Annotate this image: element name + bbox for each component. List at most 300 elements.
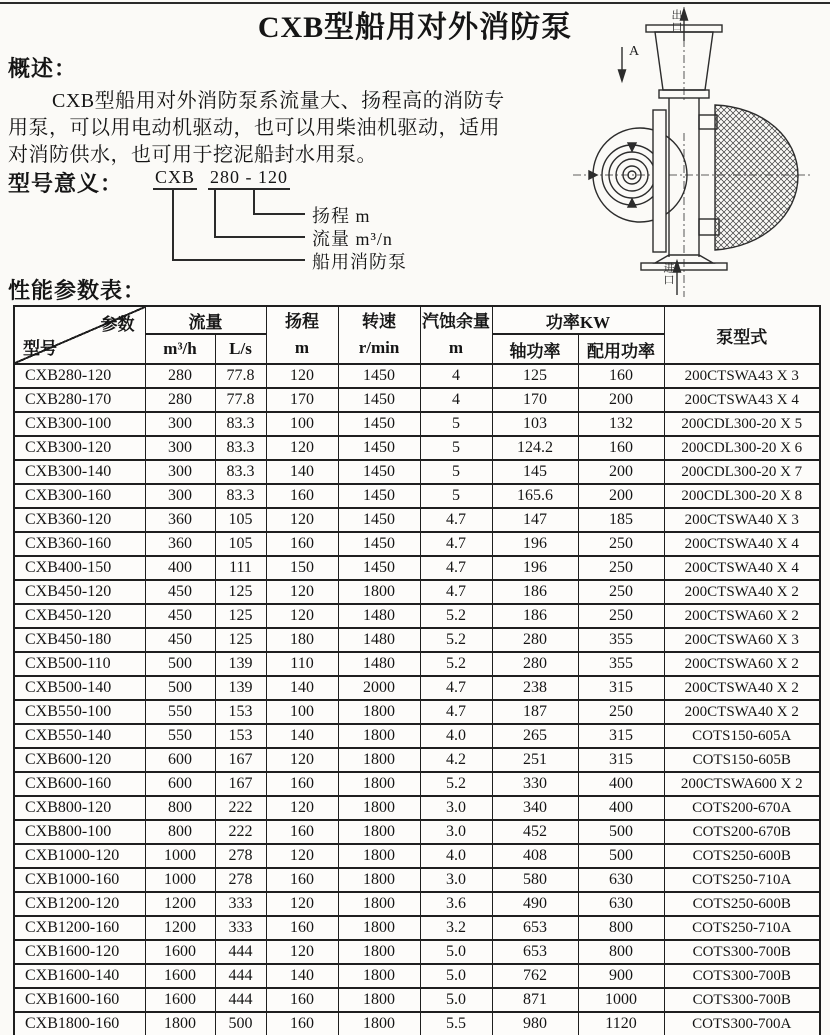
value-cell: 5 <box>420 436 492 460</box>
value-cell: 4 <box>420 364 492 388</box>
value-cell: 280 <box>145 388 215 412</box>
overview-line: 用泵，可以用电动机驱动，也可以用柴油机驱动，适用 <box>8 117 500 139</box>
model-cell: CXB500-140 <box>14 676 145 700</box>
value-cell: 1800 <box>338 580 420 604</box>
value-cell: 1000 <box>578 988 664 1012</box>
value-cell: 5 <box>420 412 492 436</box>
value-cell: 160 <box>266 1012 338 1035</box>
overview-line: 对消防供水，也可用于挖泥船封水用泵。 <box>8 144 377 166</box>
branch-line <box>172 259 305 261</box>
value-cell: 315 <box>578 748 664 772</box>
value-cell: 4.7 <box>420 556 492 580</box>
pump-type-cell: 200CTSWA40 X 4 <box>664 532 820 556</box>
col-header-pump-type: 泵型式 <box>664 306 820 364</box>
value-cell: 444 <box>215 940 266 964</box>
pump-type-cell: 200CTSWA40 X 2 <box>664 676 820 700</box>
pump-type-cell: 200CTSWA60 X 3 <box>664 628 820 652</box>
model-cell: CXB360-160 <box>14 532 145 556</box>
branch-label-flow: 流量 m³/n <box>312 229 393 249</box>
value-cell: 83.3 <box>215 436 266 460</box>
value-cell: 4.7 <box>420 700 492 724</box>
value-cell: 4.0 <box>420 724 492 748</box>
value-cell: 500 <box>578 844 664 868</box>
value-cell: 120 <box>266 508 338 532</box>
model-cell: CXB450-180 <box>14 628 145 652</box>
value-cell: 762 <box>492 964 578 988</box>
pump-type-cell: COTS250-600B <box>664 892 820 916</box>
branch-line <box>172 189 174 260</box>
value-cell: 4 <box>420 388 492 412</box>
table-row <box>14 364 820 388</box>
value-cell: 871 <box>492 988 578 1012</box>
branch-line <box>214 189 216 237</box>
model-cell: CXB450-120 <box>14 580 145 604</box>
value-cell: 120 <box>266 748 338 772</box>
value-cell: 278 <box>215 844 266 868</box>
value-cell: 200 <box>578 388 664 412</box>
value-cell: 250 <box>578 532 664 556</box>
value-cell: 140 <box>266 964 338 988</box>
table-row <box>14 676 820 700</box>
overview-line: CXB型船用对外消防泵系流量大、扬程高的消防专 <box>52 90 505 112</box>
value-cell: 153 <box>215 724 266 748</box>
value-cell: 160 <box>266 532 338 556</box>
col-header-head-label: 扬程 <box>285 312 319 331</box>
model-cell: CXB1800-160 <box>14 1012 145 1035</box>
value-cell: 1450 <box>338 364 420 388</box>
value-cell: 103 <box>492 412 578 436</box>
pump-drawing <box>565 5 830 300</box>
pump-type-cell: 200CTSWA40 X 4 <box>664 556 820 580</box>
page-title: CXB型船用对外消防泵 <box>257 11 573 44</box>
table-row <box>14 748 820 772</box>
value-cell: 360 <box>145 532 215 556</box>
value-cell: 222 <box>215 820 266 844</box>
pump-type-cell: COTS250-710A <box>664 868 820 892</box>
value-cell: 120 <box>266 940 338 964</box>
pump-type-cell: 200CDL300-20 X 8 <box>664 484 820 508</box>
pump-type-cell: COTS200-670B <box>664 820 820 844</box>
value-cell: 444 <box>215 964 266 988</box>
value-cell: 77.8 <box>215 388 266 412</box>
value-cell: 1800 <box>338 772 420 796</box>
value-cell: 1480 <box>338 628 420 652</box>
value-cell: 4.7 <box>420 580 492 604</box>
value-cell: 120 <box>266 844 338 868</box>
table-row <box>14 796 820 820</box>
value-cell: 300 <box>145 460 215 484</box>
table-row <box>14 868 820 892</box>
value-cell: 120 <box>266 436 338 460</box>
value-cell: 444 <box>215 988 266 1012</box>
model-cell: CXB800-120 <box>14 796 145 820</box>
value-cell: 278 <box>215 868 266 892</box>
corner-cell <box>14 306 145 364</box>
pump-type-cell: COTS300-700B <box>664 940 820 964</box>
overview-heading: 概述： <box>8 56 78 81</box>
col-header-shaft-power: 轴功率 <box>492 334 578 364</box>
model-code-prefix: CXB <box>153 167 197 190</box>
model-code-suffix: 280 - 120 <box>208 167 290 190</box>
model-cell: CXB1000-120 <box>14 844 145 868</box>
value-cell: 550 <box>145 700 215 724</box>
pump-type-cell: COTS300-700B <box>664 964 820 988</box>
value-cell: 150 <box>266 556 338 580</box>
table-heading: 性能参数表： <box>8 278 147 303</box>
table-row <box>14 964 820 988</box>
table-row <box>14 1012 820 1035</box>
value-cell: 1800 <box>338 892 420 916</box>
corner-label-parameter: 参数 <box>100 315 135 334</box>
outlet-label: 出口 <box>670 9 682 33</box>
pump-type-cell: 200CTSWA60 X 2 <box>664 652 820 676</box>
table-row <box>14 772 820 796</box>
model-cell: CXB300-100 <box>14 412 145 436</box>
value-cell: 800 <box>578 940 664 964</box>
value-cell: 580 <box>492 868 578 892</box>
value-cell: 83.3 <box>215 412 266 436</box>
pump-type-cell: 200CTSWA600 X 2 <box>664 772 820 796</box>
value-cell: 5.0 <box>420 964 492 988</box>
value-cell: 147 <box>492 508 578 532</box>
table-row <box>14 412 820 436</box>
table-row <box>14 388 820 412</box>
value-cell: 167 <box>215 772 266 796</box>
table-row <box>14 820 820 844</box>
model-cell: CXB360-120 <box>14 508 145 532</box>
col-header-flow-ls: L/s <box>215 334 266 364</box>
pump-type-cell: 200CTSWA40 X 2 <box>664 580 820 604</box>
value-cell: 2000 <box>338 676 420 700</box>
value-cell: 300 <box>145 436 215 460</box>
value-cell: 315 <box>578 724 664 748</box>
value-cell: 83.3 <box>215 484 266 508</box>
value-cell: 1450 <box>338 532 420 556</box>
table-row <box>14 700 820 724</box>
model-cell: CXB1200-160 <box>14 916 145 940</box>
value-cell: 1450 <box>338 436 420 460</box>
table-row <box>14 988 820 1012</box>
branch-line <box>253 189 255 214</box>
col-header-npsh <box>420 306 492 364</box>
value-cell: 5.2 <box>420 652 492 676</box>
value-cell: 1600 <box>145 988 215 1012</box>
model-cell: CXB280-170 <box>14 388 145 412</box>
model-cell: CXB550-100 <box>14 700 145 724</box>
value-cell: 1200 <box>145 892 215 916</box>
col-header-head-unit: m <box>294 338 310 357</box>
value-cell: 1800 <box>338 1012 420 1035</box>
table-row <box>14 436 820 460</box>
value-cell: 83.3 <box>215 460 266 484</box>
table-row <box>14 724 820 748</box>
value-cell: 160 <box>266 484 338 508</box>
value-cell: 400 <box>578 796 664 820</box>
value-cell: 100 <box>266 412 338 436</box>
value-cell: 900 <box>578 964 664 988</box>
inlet-label: 进口 <box>662 262 674 286</box>
value-cell: 1450 <box>338 388 420 412</box>
value-cell: 167 <box>215 748 266 772</box>
value-cell: 5.0 <box>420 940 492 964</box>
table-row <box>14 580 820 604</box>
value-cell: 77.8 <box>215 364 266 388</box>
value-cell: 111 <box>215 556 266 580</box>
value-cell: 120 <box>266 604 338 628</box>
value-cell: 200 <box>578 484 664 508</box>
value-cell: 980 <box>492 1012 578 1035</box>
value-cell: 105 <box>215 532 266 556</box>
model-cell: CXB1600-140 <box>14 964 145 988</box>
pump-type-cell: COTS250-600B <box>664 844 820 868</box>
col-header-head <box>266 306 338 364</box>
value-cell: 145 <box>492 460 578 484</box>
value-cell: 800 <box>145 796 215 820</box>
value-cell: 196 <box>492 532 578 556</box>
model-cell: CXB550-140 <box>14 724 145 748</box>
value-cell: 333 <box>215 892 266 916</box>
value-cell: 340 <box>492 796 578 820</box>
value-cell: 500 <box>215 1012 266 1035</box>
model-cell: CXB1600-160 <box>14 988 145 1012</box>
col-header-flow-m3h: m³/h <box>145 334 215 364</box>
value-cell: 5.2 <box>420 772 492 796</box>
value-cell: 800 <box>578 916 664 940</box>
value-cell: 3.6 <box>420 892 492 916</box>
performance-table <box>13 305 821 1035</box>
value-cell: 153 <box>215 700 266 724</box>
value-cell: 355 <box>578 628 664 652</box>
value-cell: 450 <box>145 628 215 652</box>
pump-type-cell: 200CDL300-20 X 5 <box>664 412 820 436</box>
col-header-npsh-unit: m <box>448 338 464 357</box>
value-cell: 139 <box>215 652 266 676</box>
value-cell: 1800 <box>338 796 420 820</box>
value-cell: 196 <box>492 556 578 580</box>
value-cell: 250 <box>578 580 664 604</box>
value-cell: 550 <box>145 724 215 748</box>
pump-type-cell: COTS150-605B <box>664 748 820 772</box>
value-cell: 110 <box>266 652 338 676</box>
value-cell: 1480 <box>338 652 420 676</box>
value-cell: 4.7 <box>420 532 492 556</box>
value-cell: 160 <box>266 868 338 892</box>
model-cell: CXB600-160 <box>14 772 145 796</box>
value-cell: 333 <box>215 916 266 940</box>
value-cell: 1800 <box>338 820 420 844</box>
model-cell: CXB1000-160 <box>14 868 145 892</box>
value-cell: 1480 <box>338 604 420 628</box>
value-cell: 5.0 <box>420 988 492 1012</box>
col-header-speed-unit: r/min <box>358 338 400 357</box>
value-cell: 125 <box>215 604 266 628</box>
value-cell: 3.0 <box>420 796 492 820</box>
pump-type-cell: 200CTSWA60 X 2 <box>664 604 820 628</box>
value-cell: 280 <box>492 628 578 652</box>
value-cell: 1450 <box>338 484 420 508</box>
value-cell: 4.0 <box>420 844 492 868</box>
table-row <box>14 556 820 580</box>
table-row <box>14 940 820 964</box>
value-cell: 187 <box>492 700 578 724</box>
value-cell: 170 <box>266 388 338 412</box>
branch-line <box>253 213 305 215</box>
value-cell: 1800 <box>338 964 420 988</box>
table-row <box>14 628 820 652</box>
value-cell: 500 <box>145 676 215 700</box>
model-cell: CXB500-110 <box>14 652 145 676</box>
value-cell: 500 <box>145 652 215 676</box>
model-cell: CXB280-120 <box>14 364 145 388</box>
value-cell: 125 <box>215 580 266 604</box>
value-cell: 1800 <box>338 916 420 940</box>
value-cell: 450 <box>145 604 215 628</box>
model-cell: CXB1200-120 <box>14 892 145 916</box>
value-cell: 132 <box>578 412 664 436</box>
value-cell: 140 <box>266 460 338 484</box>
table-row <box>14 892 820 916</box>
value-cell: 452 <box>492 820 578 844</box>
value-cell: 1450 <box>338 508 420 532</box>
value-cell: 1800 <box>338 844 420 868</box>
col-header-speed <box>338 306 420 364</box>
value-cell: 251 <box>492 748 578 772</box>
model-code <box>153 167 290 188</box>
value-cell: 5.2 <box>420 604 492 628</box>
value-cell: 450 <box>145 580 215 604</box>
value-cell: 1800 <box>338 724 420 748</box>
table-row <box>14 652 820 676</box>
value-cell: 160 <box>266 916 338 940</box>
value-cell: 315 <box>578 676 664 700</box>
value-cell: 1800 <box>145 1012 215 1035</box>
value-cell: 170 <box>492 388 578 412</box>
value-cell: 160 <box>266 772 338 796</box>
value-cell: 1600 <box>145 964 215 988</box>
col-header-power: 功率KW <box>492 306 664 334</box>
pump-type-cell: COTS300-700A <box>664 1012 820 1035</box>
table-row <box>14 484 820 508</box>
value-cell: 180 <box>266 628 338 652</box>
value-cell: 120 <box>266 892 338 916</box>
corner-label-model: 型号 <box>23 339 57 358</box>
value-cell: 125 <box>492 364 578 388</box>
value-cell: 124.2 <box>492 436 578 460</box>
value-cell: 280 <box>145 364 215 388</box>
value-cell: 330 <box>492 772 578 796</box>
pump-type-cell: 200CTSWA43 X 3 <box>664 364 820 388</box>
value-cell: 653 <box>492 916 578 940</box>
value-cell: 1000 <box>145 868 215 892</box>
model-cell: CXB600-120 <box>14 748 145 772</box>
value-cell: 140 <box>266 724 338 748</box>
value-cell: 140 <box>266 676 338 700</box>
branch-label-head: 扬程 m <box>312 206 371 226</box>
value-cell: 600 <box>145 772 215 796</box>
value-cell: 630 <box>578 892 664 916</box>
model-cell: CXB300-120 <box>14 436 145 460</box>
model-meaning-heading: 型号意义： <box>8 171 124 196</box>
table-body <box>14 364 820 1035</box>
value-cell: 4.7 <box>420 676 492 700</box>
pump-type-cell: 200CTSWA43 X 4 <box>664 388 820 412</box>
model-cell: CXB450-120 <box>14 604 145 628</box>
value-cell: 165.6 <box>492 484 578 508</box>
value-cell: 1450 <box>338 556 420 580</box>
col-header-speed-label: 转速 <box>362 312 396 331</box>
value-cell: 250 <box>578 556 664 580</box>
model-cell: CXB1600-120 <box>14 940 145 964</box>
value-cell: 186 <box>492 604 578 628</box>
value-cell: 408 <box>492 844 578 868</box>
model-cell: CXB800-100 <box>14 820 145 844</box>
value-cell: 5 <box>420 484 492 508</box>
value-cell: 360 <box>145 508 215 532</box>
value-cell: 1200 <box>145 916 215 940</box>
pump-type-cell: 200CTSWA40 X 2 <box>664 700 820 724</box>
value-cell: 280 <box>492 652 578 676</box>
value-cell: 238 <box>492 676 578 700</box>
col-header-rated-power: 配用功率 <box>578 334 664 364</box>
table-row <box>14 532 820 556</box>
section-a-label: A <box>629 44 640 59</box>
value-cell: 490 <box>492 892 578 916</box>
value-cell: 1450 <box>338 460 420 484</box>
value-cell: 3.0 <box>420 868 492 892</box>
value-cell: 1120 <box>578 1012 664 1035</box>
value-cell: 105 <box>215 508 266 532</box>
table-row <box>14 844 820 868</box>
value-cell: 4.2 <box>420 748 492 772</box>
branch-line <box>214 236 305 238</box>
value-cell: 300 <box>145 412 215 436</box>
value-cell: 1800 <box>338 940 420 964</box>
pump-type-cell: COTS150-605A <box>664 724 820 748</box>
value-cell: 300 <box>145 484 215 508</box>
value-cell: 139 <box>215 676 266 700</box>
value-cell: 120 <box>266 364 338 388</box>
value-cell: 100 <box>266 700 338 724</box>
value-cell: 265 <box>492 724 578 748</box>
value-cell: 1800 <box>338 868 420 892</box>
value-cell: 160 <box>578 436 664 460</box>
value-cell: 120 <box>266 580 338 604</box>
header-row-1 <box>14 306 820 334</box>
model-cell: CXB300-140 <box>14 460 145 484</box>
branch-label-pump: 船用消防泵 <box>312 252 407 272</box>
pump-type-cell: 200CTSWA40 X 3 <box>664 508 820 532</box>
value-cell: 125 <box>215 628 266 652</box>
table-row <box>14 604 820 628</box>
model-cell: CXB400-150 <box>14 556 145 580</box>
value-cell: 4.7 <box>420 508 492 532</box>
value-cell: 1800 <box>338 700 420 724</box>
value-cell: 160 <box>266 820 338 844</box>
pump-type-cell: 200CDL300-20 X 7 <box>664 460 820 484</box>
value-cell: 200 <box>578 460 664 484</box>
col-header-npsh-label: 汽蚀余量 <box>422 312 490 331</box>
value-cell: 1000 <box>145 844 215 868</box>
value-cell: 250 <box>578 700 664 724</box>
value-cell: 5 <box>420 460 492 484</box>
col-header-flow: 流量 <box>145 306 266 334</box>
value-cell: 400 <box>578 772 664 796</box>
value-cell: 160 <box>266 988 338 1012</box>
value-cell: 800 <box>145 820 215 844</box>
value-cell: 500 <box>578 820 664 844</box>
value-cell: 1600 <box>145 940 215 964</box>
pump-type-cell: COTS200-670A <box>664 796 820 820</box>
